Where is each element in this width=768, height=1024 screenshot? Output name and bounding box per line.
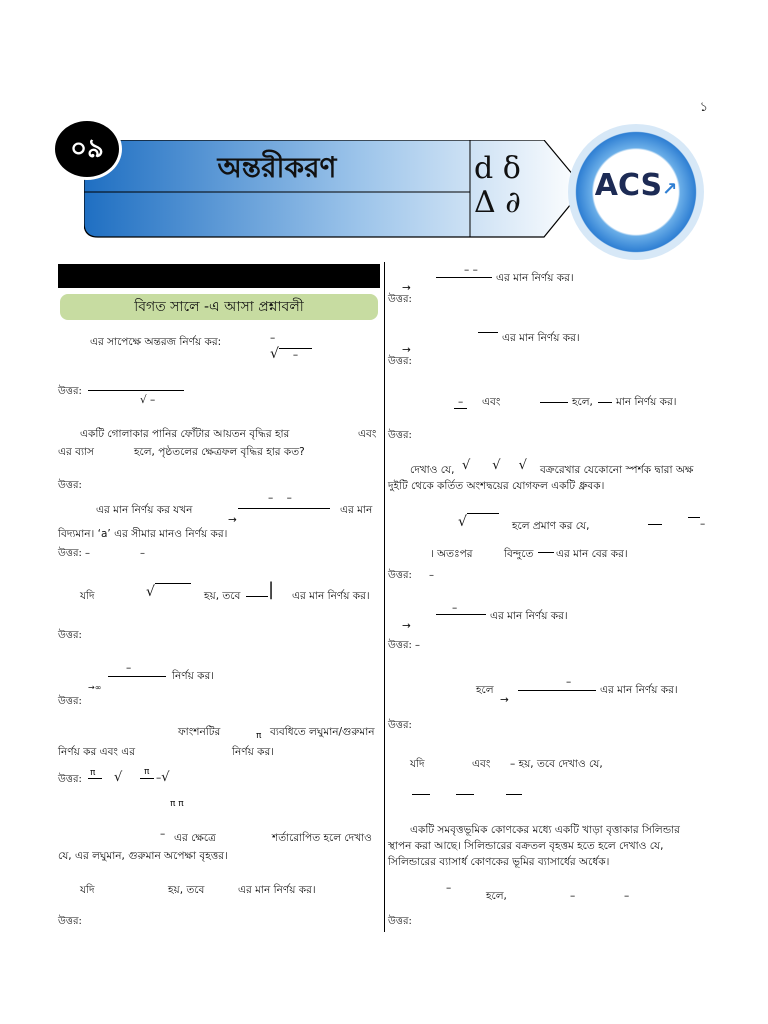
past-years-heading: বিগত সালে -এ আসা প্রশ্নাবলী [60,294,378,320]
left-q6-pipi: π π [170,799,184,809]
right-q4-line2: দুইটি থেকে কর্তিত অংশদ্বয়ের যোগফল একটি ধ্রুবক। [388,480,605,492]
right-q2-arrow: → [402,344,411,356]
answer-label: উত্তর: [58,630,82,641]
left-q8-then: হয়, তবে [168,884,205,896]
answer-sqrt: √ – [140,394,156,406]
answer-label: উত্তর: [388,916,412,927]
left-q6-answer: π [90,768,96,778]
answer-label: উত্তর: – [388,570,434,581]
left-q5-minus: – [126,662,132,674]
right-q3-find: মান নির্ণয় কর। [616,396,677,408]
right-q5-minus: – [688,516,705,532]
right-q3-and: এবং [482,396,501,408]
fraction-line [506,794,522,795]
left-q3-line1: এর মান নির্ণয় কর যখন [96,504,193,516]
fraction-line [88,778,102,779]
right-q9-line2: স্থাপন করা আছে। সিলিন্ডারের বক্রতল বৃহত্তম হতে হলে দেখাও যে, [388,840,664,852]
right-q4-sqrts: √ √ √ [462,458,527,473]
left-q8-find: এর মান নির্ণয় কর। [238,884,316,896]
fraction-line [648,524,662,525]
left-q4-then: হয়, তবে [204,590,241,602]
left-q1: এর সাপেক্ষে অন্তরজ নির্ণয় কর: [90,336,222,348]
right-q9-line3: সিলিন্ডারের ব্যাসার্ধ কোণকের ভূমির ব্যাসার্ধের অর্ধেক। [388,856,610,868]
fraction-line [412,794,430,795]
right-q4-curve: বক্ররেখার যেকোনো স্পর্শক দ্বারা অক্ষ [540,464,694,476]
right-q3-frac: – [454,394,467,410]
right-q5-point: বিন্দুতে [504,548,534,560]
left-q5: নির্ণয় কর। [172,670,215,682]
answer-label: উত্তর: [58,916,82,927]
fraction-line [238,508,330,509]
answer-label: উত্তর: – – [58,548,145,559]
fraction-line [436,277,492,278]
fraction-line [246,596,268,597]
right-q7-arrow: → [500,694,509,706]
answer-label: উত্তর: [388,294,412,305]
left-q2-diameter: এর ব্যাস [58,446,94,458]
left-q7-case: এর ক্ষেত্রে [174,832,216,844]
right-q7-if: হলে [476,684,494,696]
left-q4-bar: | [268,579,275,600]
scribble-bottom: Δ ∂ [474,185,521,220]
left-q6-pi2: π [144,767,150,777]
chapter-number-badge: ০৯ [52,118,122,180]
answer-label: উত্তর: – [388,640,420,651]
logo-text: ACS [594,168,663,203]
left-q3-value: এর মান [340,504,373,516]
left-q6-interval: ব্যবধিতে লঘুমান/গুরুমান [270,726,375,738]
left-q4-sqrt: √ [146,584,191,600]
calculus-symbols [474,152,521,220]
left-q7-line2: যে, এর লঘুমান, গুরুমান অপেক্ষা বৃহত্তর। [58,850,228,862]
page-number: ১ [699,100,708,115]
right-q1-minus: – – [464,264,478,276]
fraction-line [518,690,596,691]
right-q10-minus3: – [624,890,630,902]
left-q5-limit: →∞ [88,683,102,692]
left-q2-line1: একটি গোলাকার পানির ফোঁটার আয়তন বৃদ্ধির হার [80,428,290,440]
right-q1-arrow: → [402,282,411,294]
acs-logo [568,168,704,203]
left-q7-cond: শর্তারোপিত হলে দেখাও [272,832,372,844]
left-q3-arrow: → [228,514,237,526]
answer-label: উত্তর: [58,696,82,707]
right-q10-minus2: – [570,890,576,902]
section-header-bar [58,264,380,288]
left-q2-and: এবং [358,428,377,440]
right-q9-line1: একটি সমবৃত্তভূমিক কোণকের মধ্যে একটি খাড়া বৃত্তাকার সিলিন্ডার [410,824,680,836]
right-q10-if: হলে, [486,890,507,902]
left-q6-func: ফাংশনটির [178,726,221,738]
right-q7-find: এর মান নির্ণয় কর। [600,684,678,696]
right-q8-and: এবং [472,758,491,770]
scribble-top: d δ [474,151,521,186]
left-q6-minus-sqrt: –√ [156,770,170,785]
fraction-line [88,390,184,391]
chapter-title: অন্তরীকরণ [217,151,337,184]
answer-label: উত্তর: [388,356,412,367]
left-q2-line2: হলে, পৃষ্ঠতলের ক্ষেত্রফল বৃদ্ধির হার কত? [134,446,305,458]
left-q3-minus: – – [268,492,292,504]
right-q5-find: এর মান বের কর। [556,548,628,560]
left-q6-find: নির্ণয় কর। [232,746,275,758]
right-q3-given: হলে, [572,396,593,408]
right-q5-sqrt: √ [458,514,499,530]
right-q10-minus: – [446,882,452,894]
answer-label: উত্তর: [58,386,82,397]
answer-label: উত্তর: [388,430,412,441]
left-q6-sqrt: √ [114,770,123,785]
right-q6: এর মান নির্ণয় কর। [490,610,568,622]
left-q8-if: যদি [80,884,95,896]
left-q3-line2: বিদ্যমান। ‘a’ এর সীমার মানও নির্ণয় কর। [58,528,228,540]
right-q2: এর মান নির্ণয় কর। [502,332,580,344]
fraction-line [598,402,612,403]
answer-label: উত্তর: [388,720,412,731]
right-q4-show: দেখাও যে, [410,464,455,476]
left-q6-line2: নির্ণয় কর এবং এর [58,746,136,758]
right-q8-if: যদি [410,758,425,770]
right-q6-arrow: → [402,620,411,632]
logo-arrow-icon: ↗ [662,179,678,200]
fraction-line [108,676,166,677]
right-q8-show: – হয়, তবে দেখাও যে, [510,758,603,770]
left-q7-minus: – [160,828,166,840]
answer-label: উত্তর: [58,480,82,491]
right-q6-minus: – [452,602,458,614]
left-q1-sqrt: – √ – [270,330,312,363]
right-q5-then: । অতঃপর [430,548,473,560]
fraction-line [140,778,154,779]
left-q6-pi: π [256,731,262,741]
right-q1: এর মান নির্ণয় কর। [496,272,574,284]
left-q4-find: এর মান নির্ণয় কর। [292,590,370,602]
left-q4-if: যদি [80,590,95,602]
fraction-line [456,794,474,795]
right-q7-minus: – [566,676,572,688]
fraction-line [478,332,498,333]
fraction-line [540,402,568,403]
column-divider [384,262,385,932]
answer-label: উত্তর: [58,774,82,785]
fraction-line [436,614,486,615]
fraction-line [538,552,554,553]
right-q5-prove: হলে প্রমাণ কর যে, [512,520,590,532]
